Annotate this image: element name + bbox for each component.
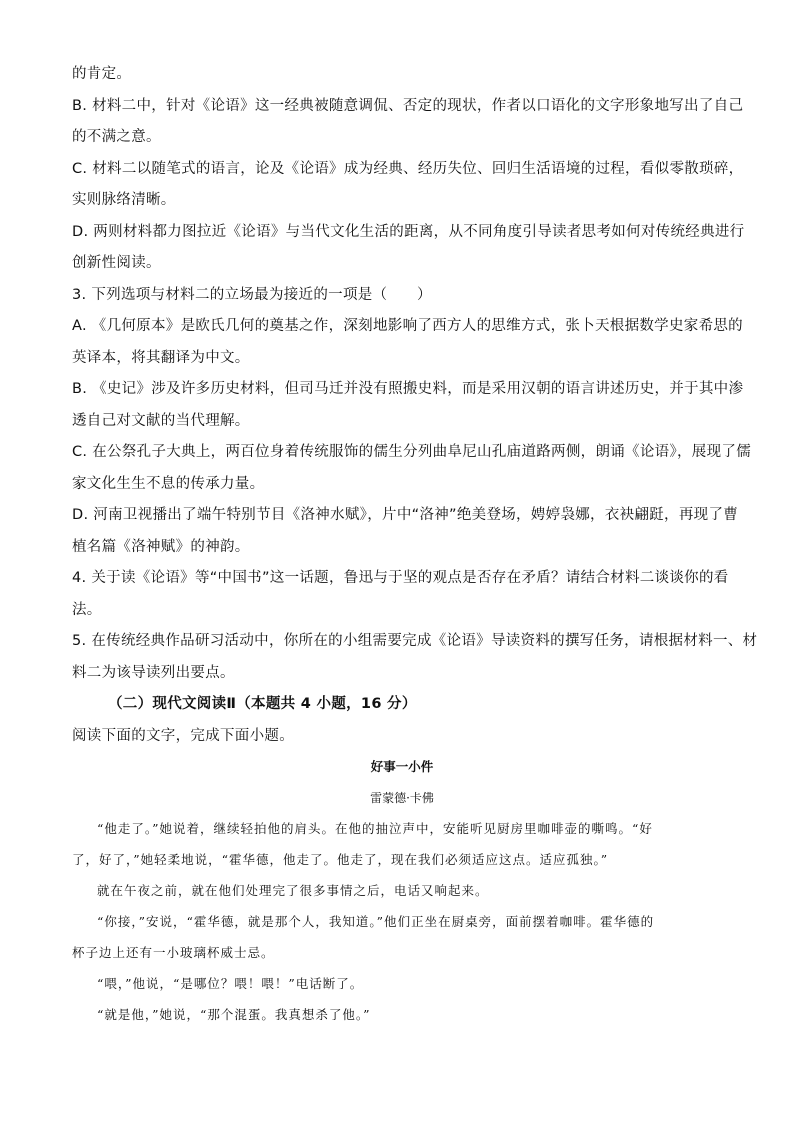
text-line: 英译本，将其翻译为中文。: [72, 349, 250, 366]
question-option: A. 《几何原本》是欧氏几何的奠基之作，深刻地影响了西方人的思维方式，张卜天根据数学史家希思的: [72, 318, 743, 334]
question-option: C. 材料二以随笔式的语言，论及《论语》成为经典、经历失位、回归生活语境的过程，看似零散琐碎，: [72, 160, 744, 177]
document-page: [72, 64, 758, 1036]
question-option: D. 河南卫视播出了端午特别节目《洛神水赋》，片中“洛神”绝美登场，娉婷袅娜，衣袂翩跹，再现了曹: [72, 507, 739, 523]
text-line: 的不满之意。: [72, 129, 161, 145]
text-line: 料二为该导读列出要点。: [72, 664, 235, 681]
story-paragraph: “你接，”安说，“霍华德，就是那个人，我知道。”他们正坐在厨桌旁，面前摆着咖啡。霍华德的: [97, 914, 655, 929]
question-option: B. 材料二中，针对《论语》这一经典被随意调侃、否定的现状，作者以口语化的文字形象地写出了自己: [72, 97, 744, 114]
reading-instruction: 阅读下面的文字，完成下面小题。: [72, 727, 294, 744]
story-paragraph: 就在午夜之前，就在他们处理完了很多事情之后，电话又响起来。: [97, 883, 489, 898]
text-line: 法。: [72, 601, 102, 618]
text-line: 植名篇《洛神赋》的神韵。: [72, 538, 250, 555]
question-option: B. 《史记》涉及许多历史材料，但司马迁并没有照搬史料，而是采用汉朝的语言讲述历史，并于其中渗: [72, 381, 744, 397]
text-line: 家文化生生不息的传承力量。: [72, 475, 265, 492]
text-line: 实则脉络清晰。: [72, 192, 176, 208]
story-title: 好事一小件: [370, 759, 434, 774]
text-line: 创新性阅读。: [72, 255, 161, 271]
story-paragraph: “喂，”他说，“是哪位？喂！喂！”电话断了。: [97, 976, 364, 991]
story-paragraph: “就是他，”她说，“那个混蛋。我真想杀了他。”: [97, 1007, 371, 1022]
story-paragraph: “他走了。”她说着，继续轻拍他的肩头。在他的抽泣声中，安能听见厨房里咖啡壶的嘶鸣。“好: [97, 821, 653, 836]
story-line: 杯子边上还有一小玻璃杯威士忌。: [72, 945, 275, 960]
question-option: D. 两则材料都力图拉近《论语》与当代文化生活的距离，从不同角度引导读者思考如何对传统经典进行: [72, 223, 745, 240]
section-heading: （二）现代文阅读Ⅱ（本题共 4 小题，16 分）: [108, 696, 417, 712]
question-stem: 3. 下列选项与材料二的立场最为接近的一项是（ ）: [72, 286, 432, 303]
story-author: 雷蒙德·卡佛: [370, 791, 434, 805]
story-line: 了，好了，”她轻柔地说，“霍华德，他走了。他走了，现在我们必须适应这点。适应孤独。”: [72, 852, 609, 867]
text-line: 透自己对文献的当代理解。: [72, 412, 250, 429]
text-line: 的肯定。: [72, 66, 132, 82]
question-option: C. 在公祭孔子大典上，两百位身着传统服饰的儒生分列曲阜尼山孔庙道路两侧，朗诵《论语》，展现了儒: [72, 444, 751, 460]
question-stem: 5. 在传统经典作品研习活动中，你所在的小组需要完成《论语》导读资料的撰写任务，请根据材料一、材: [72, 633, 758, 649]
question-stem: 4. 关于读《论语》等“中国书”这一话题，鲁迅与于坚的观点是否存在矛盾？请结合材料二谈谈你的看: [72, 570, 729, 586]
